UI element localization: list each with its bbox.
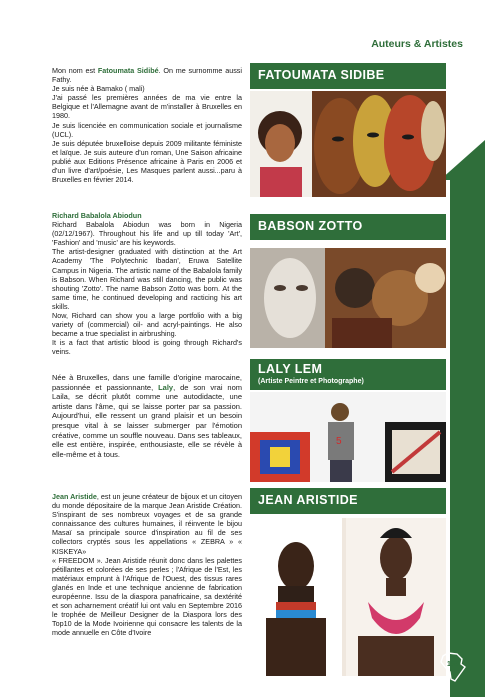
photo-laly-studio [250, 392, 446, 482]
bio-text: , de son vrai nom Laila, se décrit plutôt comme une autodidacte, une artiste dans l'âme, qui se laisse porter par sa passion. Aujourd'hui, elle ressent un grand plaisir et un besoin presque vital à se laisser submerger par l'émotion créative, comme un souffle nouveau. Dans ses tableaux, elle est entière, inspirée, enthousiaste, elle se révèle à elle-même et à tous. [52, 382, 242, 459]
bio-text: Mon nom est [52, 66, 98, 75]
bio-text: Je suis députée bruxelloise depuis 2009 militante féministe et laïque. Je suis auteure d'un roman, Une Saison africaine publié aux Editions Présence africaine à Paris en 2006 et d'un livre d'art/poésie, Les Masques parlent aussi...paru à Bruxelles en février 2014. [52, 138, 242, 185]
photo-babson-painting [250, 248, 446, 348]
panel-title-fatoumata: FATOUMATA SIDIBE [250, 63, 446, 89]
bio-text: , est un jeune créateur de bijoux et un citoyen du monde dépositaire de la marque Jean Aristide Création. S'inspirant de ses nombreux voyages et de sa grande connaissance des cultures humaines, il réinvente le bijou Masaï sa principale source d'inspiration au fil de ses collectors cryptés sous les appellations « ZEBRA » « KISKEYA» [52, 492, 243, 556]
section-header: Auteurs & Artistes [371, 38, 463, 50]
bio-text: « FREEDOM ». Jean Aristide réunit donc dans les palettes pétillantes et colorées de ses perles ; l'Afrique de l'Est, les matériaux emprunt à l'Afrique de l'Ouest, des tissus rares glanés en Inde et une technique ancienne de fabrication européenne. Issu de la diaspora panafricaine, sa dextérité et son acharnement créatif lui ont valu en Septembre 2016 le trophée de Meilleur Designer de la Diaspora lors des Top10 de la Mode Ivoirienne qui consacre les talents de la mode annuelle en Côte d'Ivoire [52, 555, 242, 638]
bio-richard [52, 211, 242, 357]
bio-name: Jean Aristide [52, 492, 97, 501]
bio-text: Je suis licenciée en communication sociale et journalisme (UCL). [52, 120, 242, 139]
bio-text: Richard Babalola Abiodun was born in Nigeria (02/12/1967). Throughout his life and up till today 'Art', 'Fashion' and 'music' are his keywords. [52, 220, 242, 248]
bio-text: The artist-designer graduated with distinction at the Art Academy 'The Polytechnic Ibadan', Eruwa Satellite Campus in Nigeria. The artistic name of the Babalola family is Babson. When Richard was still dancing, the public was shouting 'Zotto'. The name Babson Zotto was born. At the same time, he continued developing and racticing his art skills. [52, 247, 242, 311]
bio-text: . On me surnomme aussi Fathy. [52, 66, 242, 85]
bio-text: Now, Richard can show you a large portfolio with a big variety of (commercial) oil- and acryl-paintings. He also became a true specialist in airbrushing. [52, 311, 242, 339]
bio-text: Je suis née à Bamako ( mali) [52, 84, 145, 94]
panel-title-jean: JEAN ARISTIDE [250, 488, 446, 514]
green-corner-decoration [440, 140, 485, 180]
bio-fatoumata [52, 66, 242, 184]
panel-title-laly: LALY LEM [250, 359, 446, 378]
panel-title-babson: BABSON ZOTTO [250, 214, 446, 240]
bio-name: Richard Babalola Abiodun [52, 211, 142, 220]
bio-jean [52, 492, 242, 638]
panel-subtitle-laly: (Artiste Peintre et Photographe) [250, 378, 446, 390]
page-number: 155 [447, 661, 459, 668]
svg-text:5: 5 [336, 436, 342, 447]
photo-fatoumata-artwork [250, 91, 446, 197]
bio-text: It is a fact that artistic blood is going through Richard's veins. [52, 338, 242, 357]
bio-text: Née à Bruxelles, dans une famille d'origine marocaine, passionnée et passionnante, [52, 373, 242, 392]
green-side-band [450, 178, 485, 697]
photo-jean-jewelry [250, 518, 446, 676]
bio-text: J'ai passé les premières années de ma vie entre la Belgique et l'Allemagne avant de m'installer à Bruxelles en 1980. [52, 93, 242, 121]
bio-laly [52, 373, 242, 459]
bio-name: Laly [158, 382, 174, 392]
bio-name: Fatoumata Sidibé [97, 66, 159, 75]
